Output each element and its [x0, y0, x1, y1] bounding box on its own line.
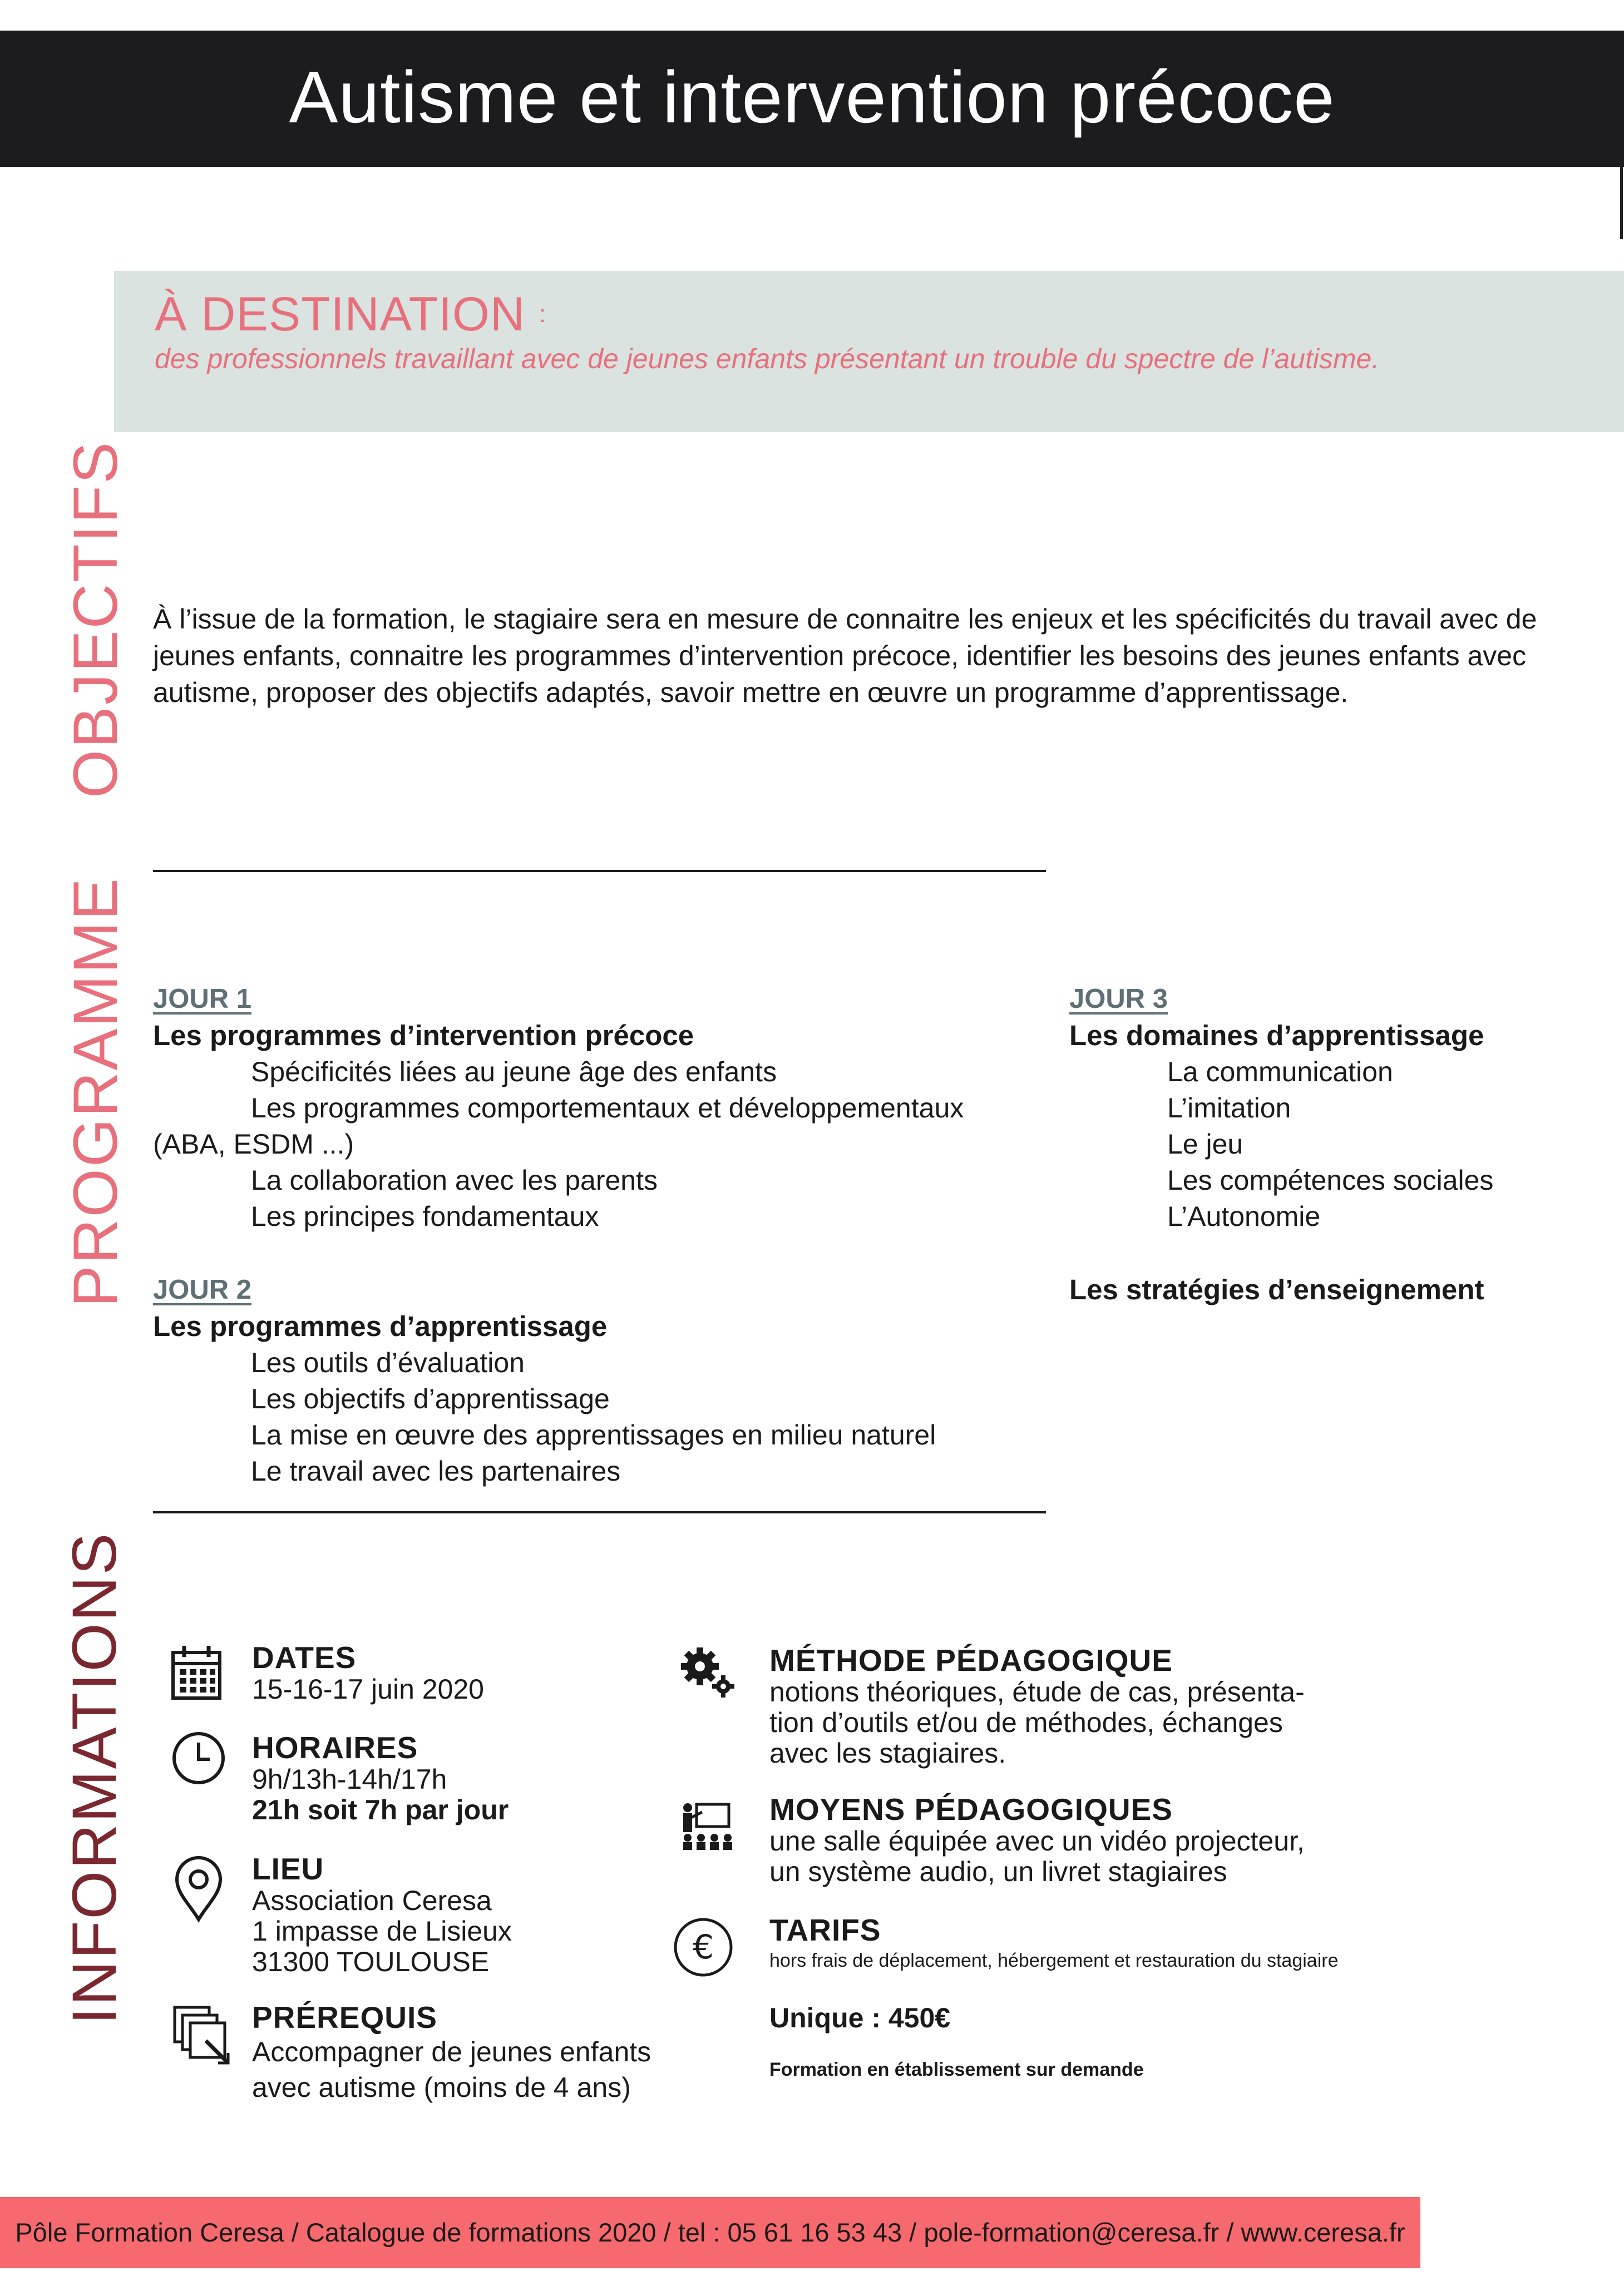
- prerequis-title: PRÉREQUIS: [252, 2000, 437, 2035]
- audience-title-colon: :: [539, 300, 547, 328]
- section-label-programme: PROGRAMME: [61, 877, 130, 1307]
- prerequis-line: avec autisme (moins de 4 ans): [252, 2072, 631, 2103]
- jour2-item: La mise en œuvre des apprentissages en milieu naturel: [251, 1419, 936, 1451]
- lieu-line: 31300 TOULOUSE: [252, 1946, 490, 1977]
- objectives-line: jeunes enfants, connaitre les programmes d’intervention précoce, identifier les besoins des jeunes enfants avec: [153, 640, 1527, 671]
- tarifs-title: TARIFS: [769, 1913, 881, 1947]
- info-prerequis: [252, 2001, 697, 2105]
- audience-title: [155, 286, 546, 342]
- info-methode: [769, 1644, 1437, 1769]
- lieu-line: Association Ceresa: [252, 1885, 492, 1916]
- horaires-total: 21h soit 7h par jour: [252, 1794, 509, 1825]
- jour2-title: Les programmes d’apprentissage: [153, 1310, 608, 1342]
- info-dates: [252, 1641, 697, 1705]
- jour3-label: JOUR 3: [1069, 984, 1168, 1014]
- lieu-line: 1 impasse de Lisieux: [252, 1916, 512, 1947]
- jour1-label: JOUR 1: [153, 984, 252, 1014]
- methode-title: MÉTHODE PÉDAGOGIQUE: [769, 1643, 1173, 1678]
- objectives-line: autisme, proposer des objectifs adaptés, savoir mettre en œuvre un programme d’apprentissage.: [153, 677, 1349, 708]
- tarifs-note: hors frais de déplacement, hébergement et restauration du stagiaire: [769, 1950, 1339, 1971]
- jour3-extra: Les stratégies d’enseignement: [1069, 1274, 1484, 1305]
- divider: [153, 1511, 1046, 1513]
- jour3-title: Les domaines d’apprentissage: [1069, 1020, 1484, 1051]
- prerequis-line: Accompagner de jeunes enfants: [252, 2036, 651, 2067]
- objectives-paragraph: [153, 601, 1555, 711]
- jour2-item: Les objectifs d’apprentissage: [251, 1383, 610, 1414]
- methode-line: tion d’outils et/ou de méthodes, échanges: [769, 1707, 1283, 1738]
- methode-line: notions théoriques, étude de cas, présenta-: [769, 1676, 1305, 1708]
- jour1-item: (ABA, ESDM ...): [153, 1129, 354, 1160]
- dates-value: 15-16-17 juin 2020: [252, 1674, 484, 1705]
- info-tarifs: [769, 1913, 1437, 2084]
- jour3-item: Le jeu: [1167, 1129, 1243, 1160]
- programme-jour2: [153, 1271, 1071, 1490]
- tarifs-price: Unique : 450€: [769, 2002, 951, 2033]
- dates-title: DATES: [252, 1640, 357, 1675]
- location-pin-icon: [174, 1855, 224, 1923]
- jour1-item: Les principes fondamentaux: [251, 1201, 599, 1232]
- moyens-title: MOYENS PÉDAGOGIQUES: [769, 1792, 1173, 1827]
- clock-icon: [171, 1730, 226, 1786]
- jour2-item: Le travail avec les partenaires: [251, 1456, 621, 1487]
- tarifs-extra: Formation en établissement sur demande: [769, 2059, 1144, 2080]
- jour2-item: Les outils d’évaluation: [251, 1347, 525, 1378]
- methode-line: avec les stagiaires.: [769, 1738, 1006, 1769]
- euro-symbol: €: [692, 1928, 714, 1967]
- documents-icon: [172, 2005, 234, 2066]
- moyens-line: une salle équipée avec un vidéo projecteur,: [769, 1825, 1305, 1857]
- page-edge-mark: [1620, 167, 1623, 239]
- horaires-value: 9h/13h-14h/17h: [252, 1764, 447, 1795]
- jour3-item: La communication: [1167, 1056, 1393, 1087]
- programme-jour3: [1069, 981, 1598, 1308]
- info-lieu: [252, 1852, 697, 1977]
- horaires-title: HORAIRES: [252, 1730, 418, 1765]
- section-label-informations: INFORMATIONS: [60, 1531, 129, 2025]
- audience-text: des professionnels travaillant avec de jeunes enfants présentant un trouble du spectre de l’autisme.: [155, 343, 1380, 374]
- page-title: Autisme et intervention précoce: [289, 56, 1335, 138]
- section-label-objectifs: OBJECTIFS: [61, 440, 130, 798]
- jour1-item: Spécificités liées au jeune âge des enfants: [251, 1056, 777, 1087]
- jour1-title: Les programmes d’intervention précoce: [153, 1020, 694, 1051]
- moyens-line: un système audio, un livret stagiaires: [769, 1856, 1227, 1887]
- jour3-item: Les compétences sociales: [1167, 1165, 1494, 1196]
- footer-text: Pôle Formation Ceresa / Catalogue de formations 2020 / tel : 05 61 16 53 43 / pole-formation@ceresa.fr / www.ceresa.fr: [15, 2218, 1405, 2247]
- divider: [153, 870, 1046, 872]
- jour1-item: Les programmes comportementaux et développementaux: [251, 1092, 964, 1124]
- calendar-icon: [171, 1645, 222, 1700]
- jour1-item: La collaboration avec les parents: [251, 1165, 658, 1196]
- info-horaires: [252, 1731, 697, 1825]
- info-moyens: [769, 1793, 1437, 1887]
- jour3-item: L’Autonomie: [1167, 1201, 1321, 1232]
- programme-jour1: [153, 981, 1071, 1235]
- jour2-label: JOUR 2: [153, 1275, 252, 1305]
- objectives-line: À l’issue de la formation, le stagiaire sera en mesure de connaitre les enjeux et les spécificités du travail avec de: [153, 603, 1537, 635]
- lieu-title: LIEU: [252, 1852, 324, 1886]
- audience-title-text: À DESTINATION: [155, 288, 526, 341]
- jour3-item: L’imitation: [1167, 1092, 1291, 1124]
